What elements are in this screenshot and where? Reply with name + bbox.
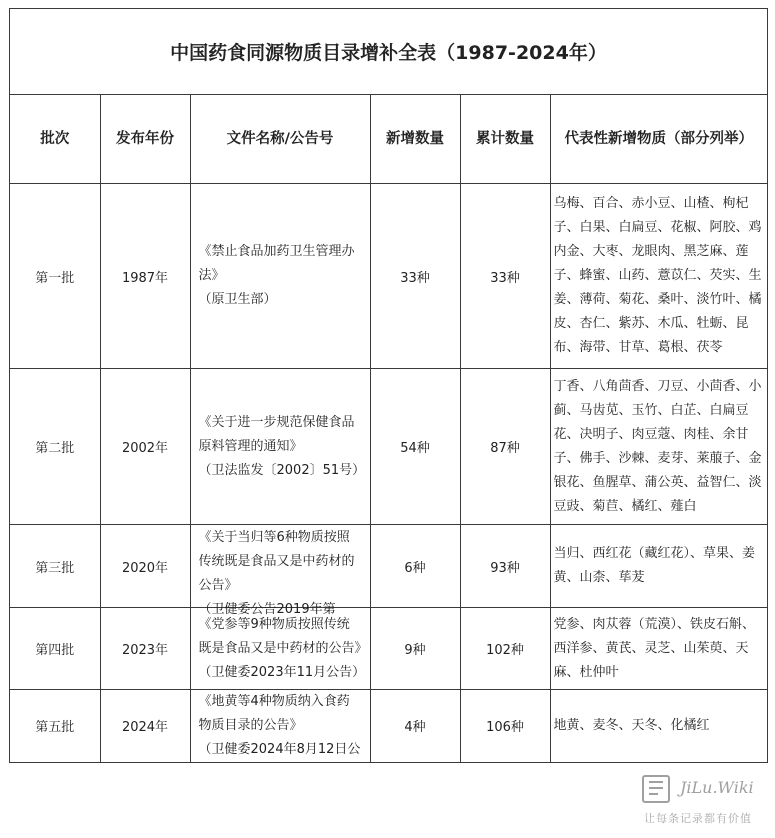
header-added: 新增数量 xyxy=(370,95,460,184)
document-cell xyxy=(190,690,370,762)
batch-cell: 第三批 xyxy=(10,525,100,608)
document-issuer: （原卫生部） xyxy=(198,292,277,307)
document-name: 《地黄等4种物质纳入食药物质目录的公告》 xyxy=(198,694,350,734)
table-row xyxy=(10,690,767,762)
watermark-brand: JiLu.Wiki xyxy=(680,778,754,797)
header-items: 代表性新增物质（部分列举） xyxy=(550,95,767,184)
added-count-cell: 4种 xyxy=(370,690,460,762)
document-cell xyxy=(190,184,370,369)
table-row xyxy=(10,369,767,525)
total-count-cell: 106种 xyxy=(460,690,550,762)
document-name: 《党参等9种物质按照传统既是食品又是中药材的公告》 xyxy=(198,616,368,656)
batch-cell: 第一批 xyxy=(10,184,100,369)
table-title: 中国药食同源物质目录增补全表（1987-2024年） xyxy=(10,9,767,95)
total-count-cell: 87种 xyxy=(460,369,550,525)
items-cell: 丁香、八角茴香、刀豆、小茴香、小蓟、马齿苋、玉竹、白芷、白扁豆花、决明子、肉豆蔻、肉桂、余甘子、佛手、沙棘、麦芽、莱菔子、金银花、鱼腥草、蒲公英、益智仁、淡豆豉、菊苣、橘红、薤白 xyxy=(550,369,767,525)
document-cell xyxy=(190,525,370,617)
document-cell xyxy=(190,608,370,690)
header-year: 发布年份 xyxy=(100,95,190,184)
year-cell: 2020年 xyxy=(100,525,190,608)
year-cell: 1987年 xyxy=(100,184,190,369)
year-cell: 2024年 xyxy=(100,690,190,762)
table-row xyxy=(10,525,767,608)
table-row xyxy=(10,608,767,690)
document-name: 《关于当归等6种物质按照传统既是食品又是中药材的公告》 xyxy=(198,530,355,593)
document-issuer: （卫法监发〔2002〕51号） xyxy=(198,462,366,478)
catalog-table xyxy=(9,8,768,763)
total-count-cell: 102种 xyxy=(460,608,550,690)
year-cell: 2023年 xyxy=(100,608,190,690)
document-issuer: （卫健委公告2019年第 xyxy=(198,602,336,617)
document-name: 《禁止食品加药卫生管理办法》 xyxy=(198,244,355,283)
batch-cell: 第四批 xyxy=(10,608,100,690)
document-name: 《关于进一步规范保健食品原料管理的通知》 xyxy=(198,414,355,454)
table-row xyxy=(10,184,767,369)
watermark xyxy=(640,772,765,832)
header-batch: 批次 xyxy=(10,95,100,184)
data-table xyxy=(10,95,767,762)
document-issuer: （卫健委2024年8月12日公 xyxy=(198,742,361,758)
items-cell: 当归、西红花（藏红花）、草果、姜黄、山柰、荜茇 xyxy=(550,525,767,608)
items-cell: 党参、肉苁蓉（荒漠）、铁皮石斛、西洋参、黄芪、灵芝、山茱萸、天麻、杜仲叶 xyxy=(550,608,767,690)
book-logo-icon xyxy=(640,772,674,806)
batch-cell: 第二批 xyxy=(10,369,100,525)
year-cell: 2002年 xyxy=(100,369,190,525)
batch-cell: 第五批 xyxy=(10,690,100,762)
header-total: 累计数量 xyxy=(460,95,550,184)
added-count-cell: 9种 xyxy=(370,608,460,690)
watermark-slogan: 让每条记录都有价值 xyxy=(644,812,752,825)
header-row xyxy=(10,95,767,184)
total-count-cell: 33种 xyxy=(460,184,550,369)
total-count-cell: 93种 xyxy=(460,525,550,608)
header-document: 文件名称/公告号 xyxy=(190,95,370,184)
items-cell: 乌梅、百合、赤小豆、山楂、枸杞子、白果、白扁豆、花椒、阿胶、鸡内金、大枣、龙眼肉、黑芝麻、莲子、蜂蜜、山药、薏苡仁、芡实、生姜、薄荷、菊花、桑叶、淡竹叶、橘皮、杏仁、紫苏、木瓜、牡蛎、昆布、海带、甘草、葛根、茯苓 xyxy=(550,184,767,369)
added-count-cell: 33种 xyxy=(370,184,460,369)
document-issuer: （卫健委2023年11月公告） xyxy=(198,664,366,680)
added-count-cell: 6种 xyxy=(370,525,460,608)
items-cell: 地黄、麦冬、天冬、化橘红 xyxy=(550,690,767,762)
added-count-cell: 54种 xyxy=(370,369,460,525)
document-cell xyxy=(190,369,370,525)
